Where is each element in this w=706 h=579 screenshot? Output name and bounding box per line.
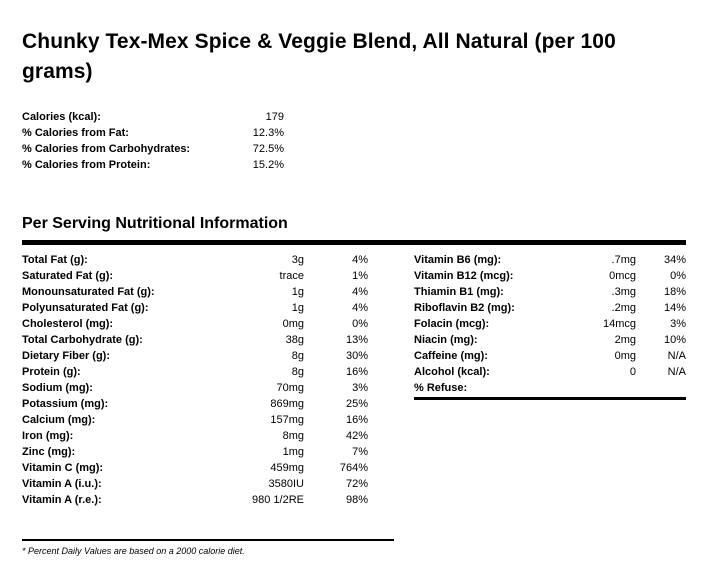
nutrient-row bbox=[414, 300, 686, 316]
nutrient-amount: 869mg bbox=[270, 398, 304, 410]
nutrient-daily-value: 30% bbox=[345, 350, 368, 362]
nutrient-label: Vitamin B6 (mg): bbox=[414, 254, 502, 266]
nutrient-row bbox=[22, 460, 368, 476]
nutrient-label: Folacin (mcg): bbox=[414, 318, 490, 330]
nutrient-amount: .3mg bbox=[611, 286, 636, 298]
nutrient-row bbox=[414, 332, 686, 348]
nutrient-label: Sodium (mg): bbox=[22, 382, 93, 394]
nutrient-daily-value: 4% bbox=[352, 302, 368, 314]
nutrient-table-left bbox=[22, 252, 368, 508]
nutrient-row bbox=[22, 492, 368, 508]
nutrient-row bbox=[22, 348, 368, 364]
nutrient-amount: 0mg bbox=[614, 350, 636, 362]
nutrient-row bbox=[22, 284, 368, 300]
nutrient-row bbox=[22, 268, 368, 284]
nutrient-amount: 3580IU bbox=[268, 478, 304, 490]
nutrient-daily-value: 16% bbox=[345, 414, 368, 426]
summary-label: % Calories from Fat: bbox=[22, 127, 129, 139]
summary-value: 15.2% bbox=[252, 159, 284, 171]
nutrient-daily-value: 13% bbox=[345, 334, 368, 346]
nutrient-label: Alcohol (kcal): bbox=[414, 366, 490, 378]
summary-row-carbohydrates bbox=[22, 141, 284, 157]
nutrient-label: Iron (mg): bbox=[22, 430, 74, 442]
nutrient-daily-value: 98% bbox=[345, 494, 368, 506]
nutrient-label: Saturated Fat (g): bbox=[22, 270, 114, 282]
nutrient-row bbox=[22, 252, 368, 268]
nutrient-amount: 1g bbox=[291, 302, 304, 314]
nutrient-amount: 14mcg bbox=[602, 318, 636, 330]
nutrient-amount: 980 1/2RE bbox=[252, 494, 304, 506]
nutrient-label: % Refuse: bbox=[414, 382, 468, 394]
nutrient-amount: .7mg bbox=[611, 254, 636, 266]
nutrient-amount: trace bbox=[279, 270, 304, 282]
nutrient-label: Vitamin B12 (mcg): bbox=[414, 270, 514, 282]
nutrient-daily-value: 7% bbox=[352, 446, 368, 458]
nutrient-amount: 70mg bbox=[276, 382, 304, 394]
summary-value: 12.3% bbox=[252, 127, 284, 139]
nutrient-label: Calcium (mg): bbox=[22, 414, 96, 426]
footnote: * Percent Daily Values are based on a 2000 calorie diet. bbox=[22, 546, 245, 556]
left-column-bottom-rule bbox=[22, 539, 394, 541]
summary-row-protein bbox=[22, 157, 284, 173]
nutrient-row bbox=[22, 444, 368, 460]
nutrient-daily-value: 25% bbox=[345, 398, 368, 410]
nutrient-amount: 3g bbox=[291, 254, 304, 266]
summary-row-fat bbox=[22, 125, 284, 141]
nutrient-daily-value: 3% bbox=[670, 318, 686, 330]
nutrient-amount: 0mcg bbox=[609, 270, 636, 282]
right-column-bottom-rule bbox=[414, 397, 686, 400]
nutrient-label: Total Carbohydrate (g): bbox=[22, 334, 143, 346]
summary-value: 72.5% bbox=[252, 143, 284, 155]
nutrient-amount: 0 bbox=[629, 366, 636, 378]
summary-value: 179 bbox=[265, 111, 284, 123]
nutrient-amount: 1mg bbox=[282, 446, 304, 458]
nutrient-amount: 157mg bbox=[270, 414, 304, 426]
nutrient-label: Polyunsaturated Fat (g): bbox=[22, 302, 149, 314]
summary-label: % Calories from Protein: bbox=[22, 159, 151, 171]
nutrient-daily-value: 3% bbox=[352, 382, 368, 394]
nutrient-row bbox=[22, 412, 368, 428]
nutrient-amount: 1g bbox=[291, 286, 304, 298]
nutrient-label: Monounsaturated Fat (g): bbox=[22, 286, 155, 298]
nutrient-amount: 0mg bbox=[282, 318, 304, 330]
nutrient-label: Vitamin A (r.e.): bbox=[22, 494, 102, 506]
section-title: Per Serving Nutritional Information bbox=[22, 215, 288, 232]
nutrient-daily-value: 18% bbox=[663, 286, 686, 298]
nutrient-row bbox=[22, 428, 368, 444]
summary-label: % Calories from Carbohydrates: bbox=[22, 143, 191, 155]
nutrient-row bbox=[414, 268, 686, 284]
nutrient-daily-value: 72% bbox=[345, 478, 368, 490]
nutrient-label: Caffeine (mg): bbox=[414, 350, 488, 362]
nutrient-row bbox=[414, 316, 686, 332]
nutrient-amount: 8mg bbox=[282, 430, 304, 442]
nutrient-table-right bbox=[414, 252, 686, 396]
nutrient-amount: 8g bbox=[291, 350, 304, 362]
nutrient-row bbox=[22, 476, 368, 492]
nutrient-label: Dietary Fiber (g): bbox=[22, 350, 111, 362]
section-divider bbox=[22, 240, 686, 245]
nutrient-label: Total Fat (g): bbox=[22, 254, 88, 266]
calorie-summary bbox=[22, 109, 284, 173]
nutrient-daily-value: 34% bbox=[663, 254, 686, 266]
nutrient-daily-value: 42% bbox=[345, 430, 368, 442]
nutrient-daily-value: 14% bbox=[663, 302, 686, 314]
nutrient-daily-value: 10% bbox=[663, 334, 686, 346]
summary-label: Calories (kcal): bbox=[22, 111, 101, 123]
nutrient-label: Vitamin A (i.u.): bbox=[22, 478, 102, 490]
nutrient-daily-value: 4% bbox=[352, 286, 368, 298]
nutrient-label: Zinc (mg): bbox=[22, 446, 76, 458]
nutrient-row bbox=[22, 380, 368, 396]
nutrient-row bbox=[414, 380, 686, 396]
nutrient-amount: 38g bbox=[285, 334, 304, 346]
nutrient-amount: 2mg bbox=[614, 334, 636, 346]
nutrient-daily-value: 16% bbox=[345, 366, 368, 378]
nutrient-row bbox=[414, 284, 686, 300]
nutrient-label: Riboflavin B2 (mg): bbox=[414, 302, 515, 314]
nutrient-row bbox=[414, 364, 686, 380]
nutrient-row bbox=[22, 332, 368, 348]
nutrient-label: Thiamin B1 (mg): bbox=[414, 286, 504, 298]
nutrient-row bbox=[22, 316, 368, 332]
nutrient-label: Vitamin C (mg): bbox=[22, 462, 104, 474]
nutrient-row bbox=[414, 348, 686, 364]
nutrient-row bbox=[414, 252, 686, 268]
nutrient-amount: .2mg bbox=[611, 302, 636, 314]
nutrient-daily-value: 0% bbox=[670, 270, 686, 282]
nutrient-label: Potassium (mg): bbox=[22, 398, 109, 410]
nutrient-row bbox=[22, 396, 368, 412]
nutrient-label: Protein (g): bbox=[22, 366, 81, 378]
nutrient-daily-value: N/A bbox=[667, 350, 686, 362]
page-title: Chunky Tex-Mex Spice & Veggie Blend, All Natural (per 100 grams) bbox=[22, 30, 616, 83]
nutrient-daily-value: 764% bbox=[339, 462, 368, 474]
nutrient-daily-value: 1% bbox=[352, 270, 368, 282]
nutrient-amount: 459mg bbox=[270, 462, 304, 474]
nutrient-daily-value: N/A bbox=[667, 366, 686, 378]
nutrient-daily-value: 4% bbox=[352, 254, 368, 266]
nutrient-daily-value: 0% bbox=[352, 318, 368, 330]
nutrient-row bbox=[22, 300, 368, 316]
nutrient-label: Niacin (mg): bbox=[414, 334, 478, 346]
nutrient-amount: 8g bbox=[291, 366, 304, 378]
nutrient-row bbox=[22, 364, 368, 380]
summary-row-calories bbox=[22, 109, 284, 125]
nutrient-label: Cholesterol (mg): bbox=[22, 318, 114, 330]
